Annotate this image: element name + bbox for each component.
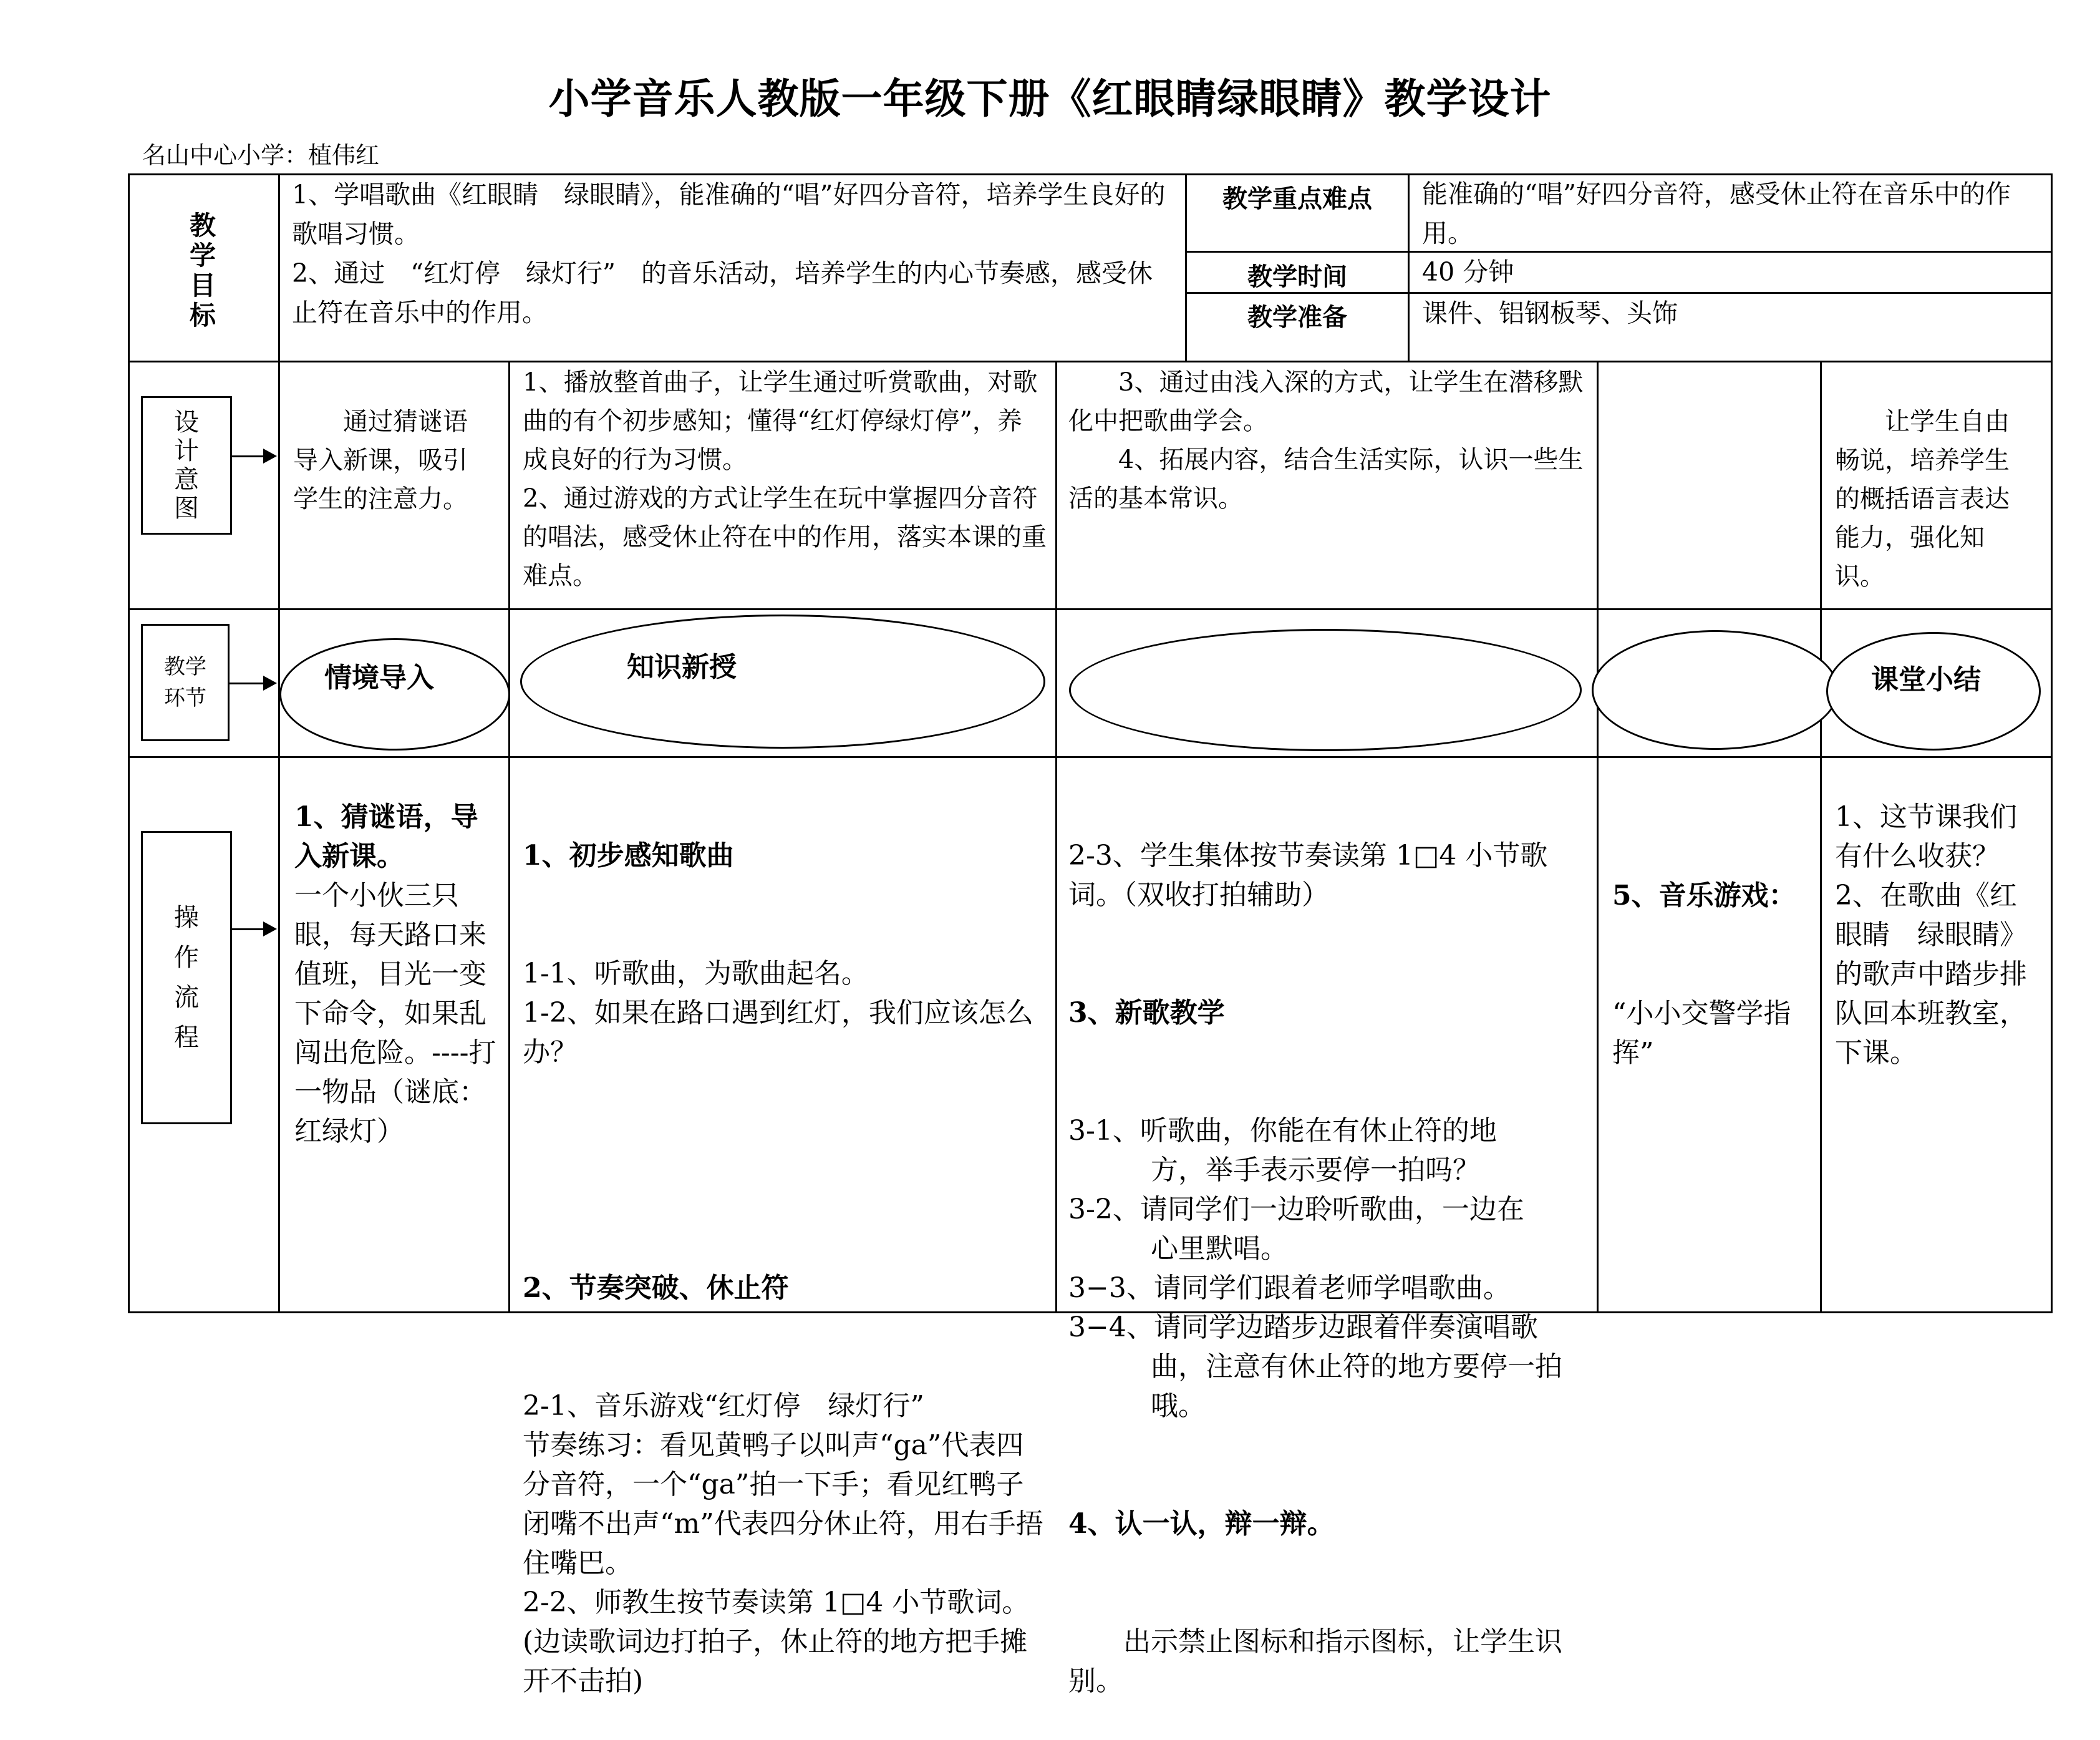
design-intent-col3: 3、通过由浅入深的方式，让学生在潜移默化中把歌曲学会。 4、拓展内容，结合生活实际，认识一些生活的基本常识。 [1068, 368, 1584, 513]
objective-1: 1、学唱歌曲《红眼睛 绿眼睛》，能准确的“唱”好四分音符，培养学生良好的歌唱习惯。 [292, 180, 1166, 249]
procedure-col2 [523, 757, 1050, 1740]
procedure-col1 [294, 797, 500, 1151]
procedure-col3-text-1: 2-3、学生集体按节奏读第 1□4 小节歌词。（双收打拍辅助） [1068, 840, 1548, 911]
preparation-value: 课件、铝钢板琴、头饰 [1422, 298, 1678, 328]
stage-5-label: 课堂小结 [1871, 664, 1981, 696]
arrow-right-icon [232, 455, 274, 457]
arrow-right-icon [230, 683, 274, 684]
design-intent-col1: 通过猜谜语导入新课，吸引学生的注意力。 [293, 407, 468, 513]
preparation-label: 教学准备 [1247, 303, 1347, 332]
stages-box [141, 624, 230, 741]
procedure-col3-text-2: 3-1、听歌曲，你能在有休止符的地 方，举手表示要停一拍吗？ 3-2、请同学们一边聆听歌曲，一边在 心里默唱。 3−3、请同学们跟着老师学唱歌曲。 3−4、请同学边踏步边跟着伴奏演唱歌 曲，注意有休止符的地方要停一拍 哦。 [1068, 1115, 1562, 1422]
objective-2: 2、通过 “红灯停 绿灯行” 的音乐活动，培养学生的内心节奏感，感受休止符在音乐中的作用。 [292, 258, 1153, 328]
key-points-value: 能准确的“唱”好四分音符，感受休止符在音乐中的作用。 [1422, 179, 2011, 248]
procedure-col2-heading-1: 1、初步感知歌曲 [523, 840, 734, 872]
stages-label: 教学环节 [164, 654, 206, 711]
page-title: 小学音乐人教版一年级下册《红眼睛绿眼睛》教学设计 [548, 75, 1552, 123]
design-intent-label: 设计意图 [174, 408, 199, 523]
duration-label: 教学时间 [1247, 263, 1347, 291]
procedure-col3-text-3: 出示禁止图标和指示图标，让学生识别。 [1068, 1626, 1562, 1697]
key-points-label: 教学重点难点 [1222, 185, 1372, 213]
design-intent-box [141, 396, 232, 535]
stage-ellipse-3 [1069, 629, 1582, 751]
objectives-label: 教学目标 [189, 210, 216, 331]
procedure-col5: 1、这节课我们有什么收获？ 2、在歌曲《红眼睛 绿眼睛》的歌声中踏步排队回本班教室，下课。 [1835, 801, 2027, 1069]
design-intent-col5: 让学生自由畅说，培养学生的概括语言表达能力，强化知识。 [1835, 407, 2010, 591]
procedure-col1-heading: 1、猜谜语，导入新课。 [294, 801, 478, 872]
procedure-col2-heading-2: 2、节奏突破、休止符 [523, 1272, 789, 1304]
procedure-col4-text: “小小交警学指挥” [1612, 998, 1791, 1069]
procedure-col4-heading: 5、音乐游戏： [1612, 880, 1796, 911]
duration-value: 40 分钟 [1422, 257, 1514, 287]
procedure-col2-text-1: 1-1、听歌曲，为歌曲起名。 1-2、如果在路口遇到红灯，我们应该怎么办？ [523, 958, 1033, 1068]
procedure-col1-text: 一个小伙三只眼，每天路口来值班，目光一变下命令，如果乱闯出危险。----打一物品（谜底：红绿灯） [294, 880, 496, 1147]
stage-1-label: 情境导入 [324, 662, 434, 694]
procedure-box [141, 831, 232, 1124]
stage-2-label: 知识新授 [627, 651, 737, 683]
stage-ellipse-2 [520, 615, 1045, 749]
author-line: 名山中心小学：植伟红 [142, 142, 380, 169]
procedure-col2-text-2: 2-1、音乐游戏“红灯停 绿灯行” 节奏练习：看见黄鸭子以叫声“ga”代表四分音符，一个“ga”拍一下手；看见红鸭子闭嘴不出声“m”代表四分休止符，用右手捂住嘴巴。 2-2、师教生按节奏读第 1□4 小节歌词。(边读歌词边打拍子，休止符的地方把手摊开不击拍) [523, 1390, 1043, 1697]
stage-ellipse-4 [1592, 630, 1839, 750]
procedure-label: 操作流程 [174, 903, 199, 1052]
procedure-col3-heading-2: 4、认一认，辩一辩。 [1068, 1508, 1335, 1540]
procedure-col3 [1068, 757, 1592, 1740]
procedure-col3-heading-1: 3、新歌教学 [1068, 997, 1225, 1029]
procedure-col4 [1612, 797, 1812, 1112]
arrow-right-icon [232, 928, 274, 930]
design-intent-col2: 1、播放整首曲子，让学生通过听赏歌曲，对歌曲的有个初步感知；懂得“红灯停绿灯停”，养成良好的行为习惯。 2、通过游戏的方式让学生在玩中掌握四分音符的唱法，感受休止符在中的作用，落实本课的重难点。 [523, 368, 1047, 590]
